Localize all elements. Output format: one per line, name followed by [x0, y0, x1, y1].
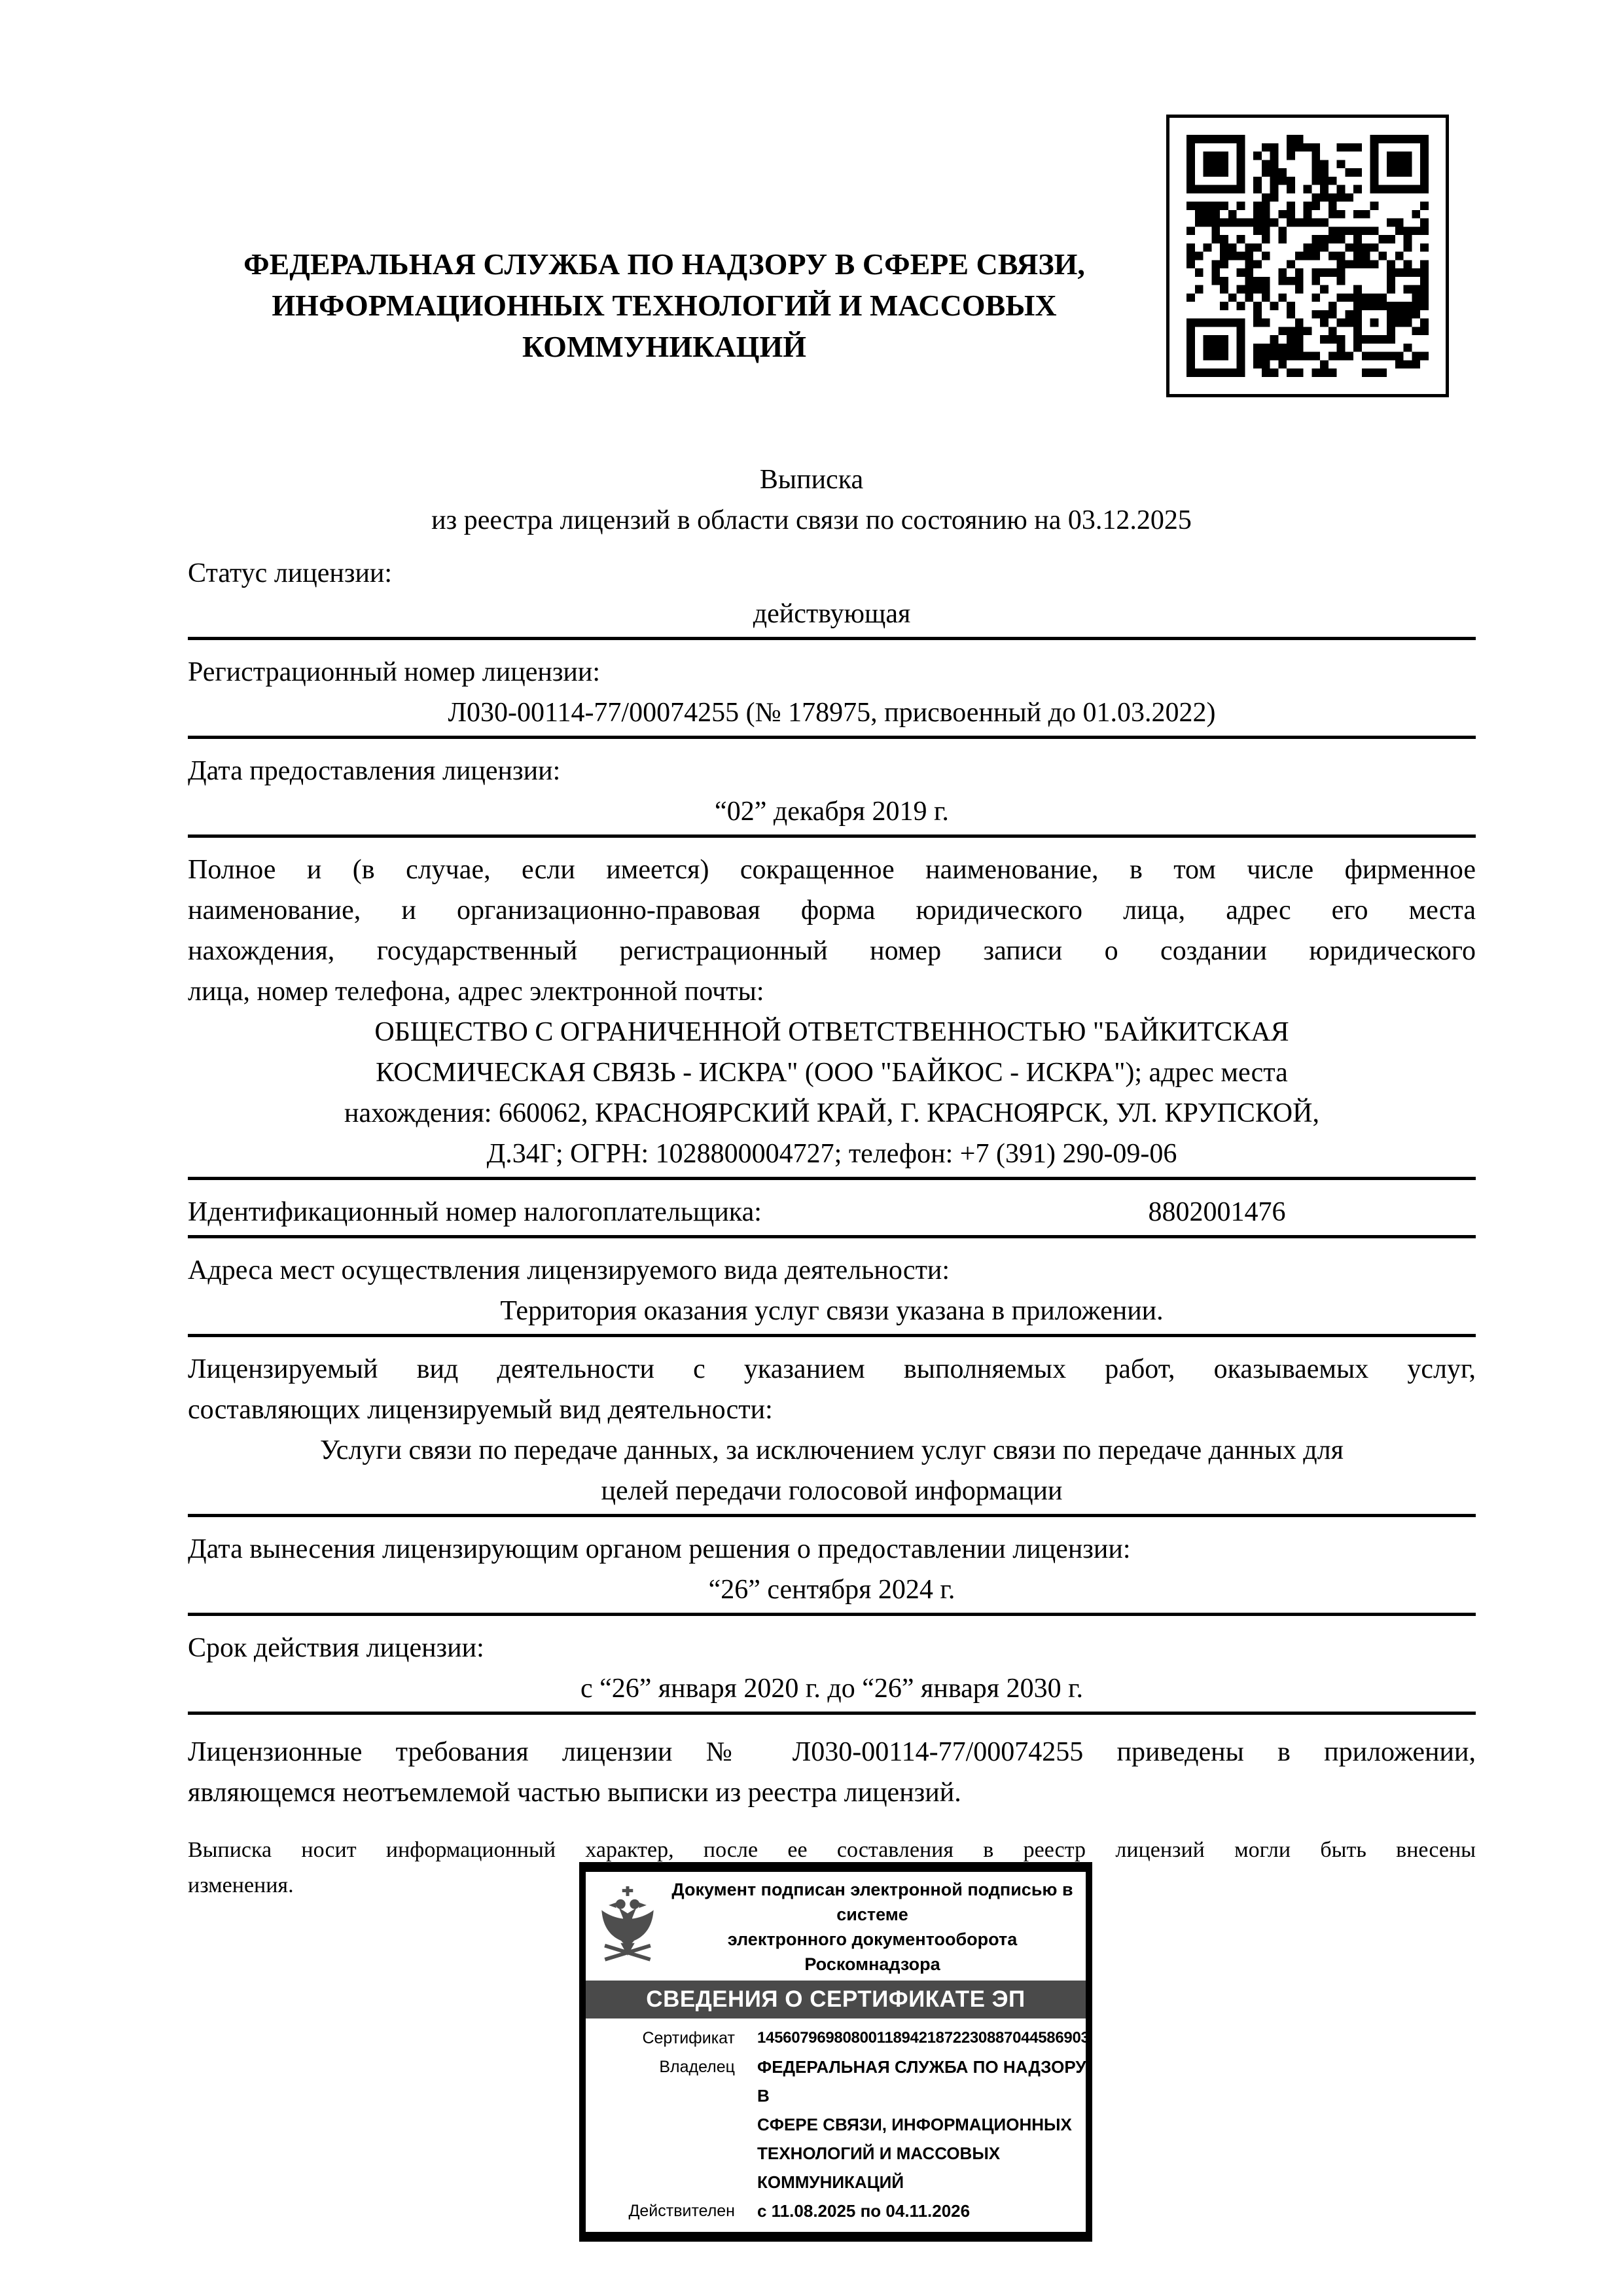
field-value: Территория оказания услуг связи указана в приложении.: [500, 1296, 1164, 1326]
owner-line: СФЕРЕ СВЯЗИ, ИНФОРМАЦИОННЫХ: [757, 2115, 1072, 2134]
note-line: изменения.: [188, 1873, 294, 1897]
certificate-validity-label: Действителен: [628, 2202, 735, 2220]
field-label: Адреса мест осуществления лицензируемого вида деятельности:: [188, 1255, 950, 1285]
field-value-line: целей передачи голосовой информации: [601, 1476, 1063, 1506]
field-value: Л030-00114-77/00074255 (№ 178975, присвоенный до 01.03.2022): [448, 698, 1216, 728]
field-label: Дата вынесения лицензирующим органом решения о предоставлении лицензии:: [188, 1534, 1131, 1564]
field-license-status: [188, 553, 1476, 640]
signed-line: электронного документооборота Роскомнадзора: [727, 1929, 1018, 1974]
owner-line: ТЕХНОЛОГИЙ И МАССОВЫХ: [757, 2144, 1001, 2163]
document-title: [157, 459, 1466, 541]
issuing-authority-header: [164, 243, 1165, 367]
certificate-number-label: Сертификат: [642, 2029, 735, 2047]
field-label: Дата предоставления лицензии:: [188, 756, 561, 786]
org-line: ИНФОРМАЦИОННЫХ ТЕХНОЛОГИЙ И МАССОВЫХ: [272, 289, 1057, 322]
field-label-line: Полное и (в случае, если имеется) сокращенное наименование, в том числе фирменное: [188, 855, 1476, 885]
field-value: 8802001476: [1148, 1197, 1286, 1227]
field-label: Статус лицензии:: [188, 558, 393, 588]
field-value-line: нахождения: 660062, КРАСНОЯРСКИЙ КРАЙ, Г. КРАСНОЯРСК, УЛ. КРУПСКОЙ,: [344, 1098, 1319, 1128]
field-value: “26” сентября 2024 г.: [708, 1575, 955, 1605]
field-value-line: ОБЩЕСТВО С ОГРАНИЧЕННОЙ ОТВЕТСТВЕННОСТЬЮ "БАЙКИТСКАЯ: [374, 1017, 1289, 1047]
field-licensed-activity: [188, 1349, 1476, 1517]
stamp-top-border: [586, 1862, 1086, 1872]
field-activity-addresses: [188, 1250, 1476, 1337]
field-label-line: наименование, и организационно-правовая форма юридического лица, адрес его места: [188, 895, 1476, 925]
org-line: ФЕДЕРАЛЬНАЯ СЛУЖБА ПО НАДЗОРУ В СФЕРЕ СВЯЗИ,: [243, 247, 1085, 281]
certificate-details: [586, 2018, 1090, 2232]
signed-statement: [668, 1877, 1077, 1977]
title-subtitle: из реестра лицензий в области связи по состоянию на 03.12.2025: [431, 505, 1192, 535]
certificate-info-bar: СВЕДЕНИЯ О СЕРТИФИКАТЕ ЭП: [586, 1981, 1086, 2018]
stamp-bottom-border: [586, 2232, 1086, 2242]
field-registration-number: [188, 652, 1476, 739]
certificate-number-value: 145607969808001189421872230887044586903: [757, 2029, 1090, 2047]
qr-code-pattern: [1186, 135, 1429, 377]
field-value: действующая: [753, 599, 911, 629]
title-line: Выписка: [759, 465, 864, 495]
field-label: Регистрационный номер лицензии:: [188, 657, 601, 687]
field-value: “02” декабря 2019 г.: [715, 797, 949, 827]
field-label-line: Лицензируемый вид деятельности с указанием выполняемых работ, оказываемых услуг,: [188, 1354, 1476, 1384]
field-label-line: составляющих лицензируемый вид деятельности:: [188, 1395, 773, 1425]
field-validity-period: [188, 1628, 1476, 1715]
field-label: Срок действия лицензии:: [188, 1633, 484, 1663]
field-label-line: лица, номер телефона, адрес электронной почты:: [188, 977, 764, 1007]
license-requirements-paragraph: [188, 1732, 1476, 1813]
org-line: КОММУНИКАЦИЙ: [522, 330, 807, 363]
fields-list: [188, 553, 1476, 1903]
roskomnadzor-emblem-icon: [595, 1886, 660, 1967]
field-legal-entity: [188, 850, 1476, 1180]
stamp-header: [586, 1872, 1086, 1981]
field-value: с “26” января 2020 г. до “26” января 2030 г.: [580, 1674, 1084, 1704]
signed-line: Документ подписан электронной подписью в системе: [671, 1880, 1073, 1924]
field-taxpayer-id: [188, 1192, 1476, 1238]
note-line: Выписка носит информационный характер, после ее составления в реестр лицензий могли быть внесены: [188, 1838, 1476, 1862]
field-decision-date: [188, 1529, 1476, 1616]
certificate-validity-value: с 11.08.2025 по 04.11.2026: [757, 2201, 971, 2221]
owner-line: КОММУНИКАЦИЙ: [757, 2172, 904, 2192]
e-signature-stamp: [579, 1862, 1092, 2242]
field-grant-date: [188, 751, 1476, 838]
qr-code: [1166, 115, 1449, 397]
certificate-owner-label: Владелец: [659, 2058, 735, 2076]
field-label: Идентификационный номер налогоплательщика:: [188, 1197, 762, 1227]
owner-line: ФЕДЕРАЛЬНАЯ СЛУЖБА ПО НАДЗОРУ В: [757, 2057, 1086, 2106]
requirements-line: являющемся неотъемлемой частью выписки из реестра лицензий.: [188, 1778, 961, 1808]
field-label-line: нахождения, государственный регистрационный номер записи о создании юридического: [188, 936, 1476, 966]
certificate-owner-value: [757, 2053, 1090, 2197]
field-value-line: Услуги связи по передаче данных, за исключением услуг связи по передаче данных для: [320, 1435, 1344, 1465]
requirements-line: Лицензионные требования лицензии № Л030-00114-77/00074255 приведены в приложении,: [188, 1737, 1476, 1767]
field-value-line: КОСМИЧЕСКАЯ СВЯЗЬ - ИСКРА" (ООО "БАЙКОС - ИСКРА"); адрес места: [376, 1058, 1288, 1088]
field-value-line: Д.34Г; ОГРН: 1028800004727; телефон: +7 (391) 290-09-06: [486, 1139, 1177, 1169]
